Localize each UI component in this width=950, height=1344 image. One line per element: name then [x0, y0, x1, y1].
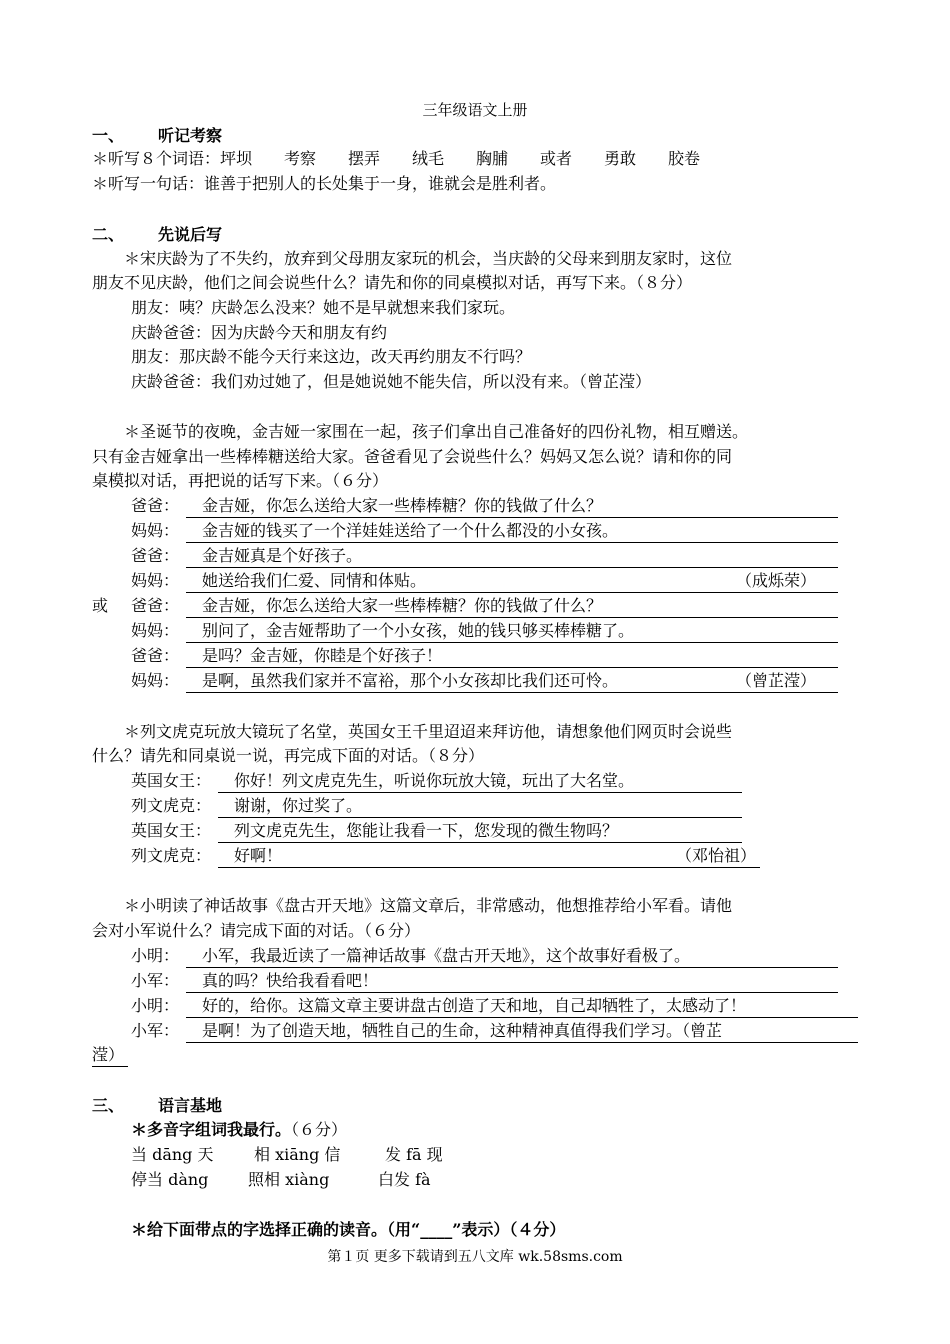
dialogue-1-line: 朋友：咦？庆龄怎么没来？她不是早就想来我们家玩。: [131, 298, 516, 317]
prompt-4-line-1: ＊小明读了神话故事《盘古开天地》这篇文章后，非常感动，他想推荐给小军看。请他: [124, 896, 733, 915]
prompt-2-line-3: 桌模拟对话，再把说的话写下来。（６分）: [92, 471, 389, 490]
answer-line: 她送给我们仁爱、同情和体贴。 （成烁荣）: [186, 570, 838, 593]
polyphone-word: 当 dāng 天: [131, 1145, 214, 1164]
polyphone-word: 发 fā 现: [385, 1145, 443, 1164]
speaker-label: 妈妈：: [131, 671, 180, 690]
answer-line: 是吗？金吉娅，你睦是个好孩子！: [186, 645, 838, 668]
speaker-label: 妈妈：: [131, 621, 180, 640]
polyphone-word: 相 xiāng 信: [254, 1145, 341, 1164]
speaker-label: 妈妈：: [131, 571, 180, 590]
author-note: （邓怡祖）: [675, 846, 756, 865]
prompt-2-line-1: ＊圣诞节的夜晚，金吉娅一家围在一起，孩子们拿出自己准备好的四份礼物，相互赠送。: [124, 422, 749, 441]
section-1-number: 一、: [92, 126, 125, 145]
answer-line: 真的吗？快给我看看吧！: [186, 970, 838, 993]
speaker-label: 小军：: [131, 1021, 180, 1040]
answer-line-continuation: 滢）: [92, 1044, 128, 1067]
dictation-words: ＊听写８个词语：坪坝 考察 摆弄 绒毛 胸脯 或者 勇敢 胶卷: [92, 149, 701, 168]
speaker-label: 爸爸：: [131, 596, 180, 615]
answer-line: 金吉娅，你怎么送给大家一些棒棒糖？你的钱做了什么？: [186, 495, 838, 518]
speaker-label: 小明：: [131, 946, 180, 965]
answer-line: 金吉娅的钱买了一个洋娃娃送给了一个什么都没的小女孩。: [186, 520, 838, 543]
speaker-label: 爸爸：: [131, 546, 180, 565]
polyphone-word: 停当 dàng: [131, 1170, 209, 1189]
section-2-title: 先说后写: [158, 225, 223, 244]
page-footer: 第１页 更多下载请到五八文库 wk.58sms.com: [327, 1249, 623, 1265]
prompt-3-line-1: ＊列文虎克玩放大镜玩了名堂，英国女王千里迢迢来拜访他，请想象他们网页时会说些: [124, 722, 733, 741]
speaker-label: 列文虎克：: [131, 846, 212, 865]
prompt-3-line-2: 什么？请先和同桌说一说，再完成下面的对话。（８分）: [92, 746, 485, 765]
speaker-label: 小军：: [131, 971, 180, 990]
speaker-label: 爸爸：: [131, 496, 180, 515]
section-3-title: 语言基地: [158, 1096, 223, 1115]
section-2-number: 二、: [92, 225, 125, 244]
prompt-4-line-2: 会对小军说什么？请完成下面的对话。（６分）: [92, 921, 421, 940]
question-polyphone: ＊多音字组词我最行。（６分）: [131, 1120, 348, 1139]
dialogue-1-line: 庆龄爸爸：我们劝过她了，但是她说她不能失信，所以没有来。（曾芷滢）: [131, 372, 652, 391]
section-1-title: 听记考察: [158, 126, 223, 145]
answer-line: 谢谢，你过奖了。: [218, 795, 742, 818]
prompt-1-line-2: 朋友不见庆龄，他们之间会说些什么？请先和你的同桌模拟对话，再写下来。（８分）: [92, 273, 693, 292]
speaker-label: 爸爸：: [131, 646, 180, 665]
dialogue-1-line: 庆龄爸爸：因为庆龄今天和朋友有约: [131, 323, 388, 342]
answer-line: 金吉娅，你怎么送给大家一些棒棒糖？你的钱做了什么？: [186, 595, 838, 618]
answer-line: 是啊，虽然我们家并不富裕，那个小女孩却比我们还可怜。 （曾芷滢）: [186, 670, 838, 693]
section-3-number: 三、: [92, 1096, 125, 1115]
answer-line: 金吉娅真是个好孩子。: [186, 545, 838, 568]
answer-line: 小军，我最近读了一篇神话故事《盘古开天地》，这个故事好看极了。: [186, 945, 838, 968]
answer-line: 列文虎克先生，您能让我看一下，您发现的微生物吗？: [218, 820, 742, 843]
or-label: 或: [92, 596, 109, 615]
dictation-sentence: ＊听写一句话：谁善于把别人的长处集于一身，谁就会是胜利者。: [92, 174, 557, 193]
polyphone-word: 照相 xiàng: [248, 1170, 330, 1189]
answer-line: 好的，给你。这篇文章主要讲盘古创造了天和地，自己却牺牲了，太感动了！: [186, 995, 858, 1018]
author-note: （成烁荣）: [735, 571, 816, 590]
speaker-label: 英国女王：: [131, 821, 212, 840]
polyphone-word: 白发 fà: [378, 1170, 431, 1189]
document-title: 三年级语文上册: [422, 101, 528, 119]
answer-line: 你好！列文虎克先生，听说你玩放大镜，玩出了大名堂。: [218, 770, 742, 793]
answer-line: 好啊！ （邓怡祖）: [218, 845, 760, 868]
prompt-2-line-2: 只有金吉娅拿出一些棒棒糖送给大家。爸爸看见了会说些什么？妈妈又怎么说？请和你的同: [92, 447, 733, 466]
author-note: （曾芷滢）: [735, 671, 816, 690]
answer-line: 是啊！为了创造天地，牺牲自己的生命，这种精神真值得我们学习。（曾芷: [186, 1020, 858, 1043]
speaker-label: 列文虎克：: [131, 796, 212, 815]
answer-line: 别问了，金吉娅帮助了一个小女孩，她的钱只够买棒棒糖了。: [186, 620, 838, 643]
speaker-label: 妈妈：: [131, 521, 180, 540]
prompt-1-line-1: ＊宋庆龄为了不失约，放弃到父母朋友家玩的机会，当庆龄的父母来到朋友家时，这位: [124, 249, 733, 268]
speaker-label: 小明：: [131, 996, 180, 1015]
speaker-label: 英国女王：: [131, 771, 212, 790]
dialogue-1-line: 朋友：那庆龄不能今天行来这边，改天再约朋友不行吗？: [131, 347, 532, 366]
question-pronunciation: ＊给下面带点的字选择正确的读音。（用“____”表示）（４分）: [131, 1220, 566, 1239]
